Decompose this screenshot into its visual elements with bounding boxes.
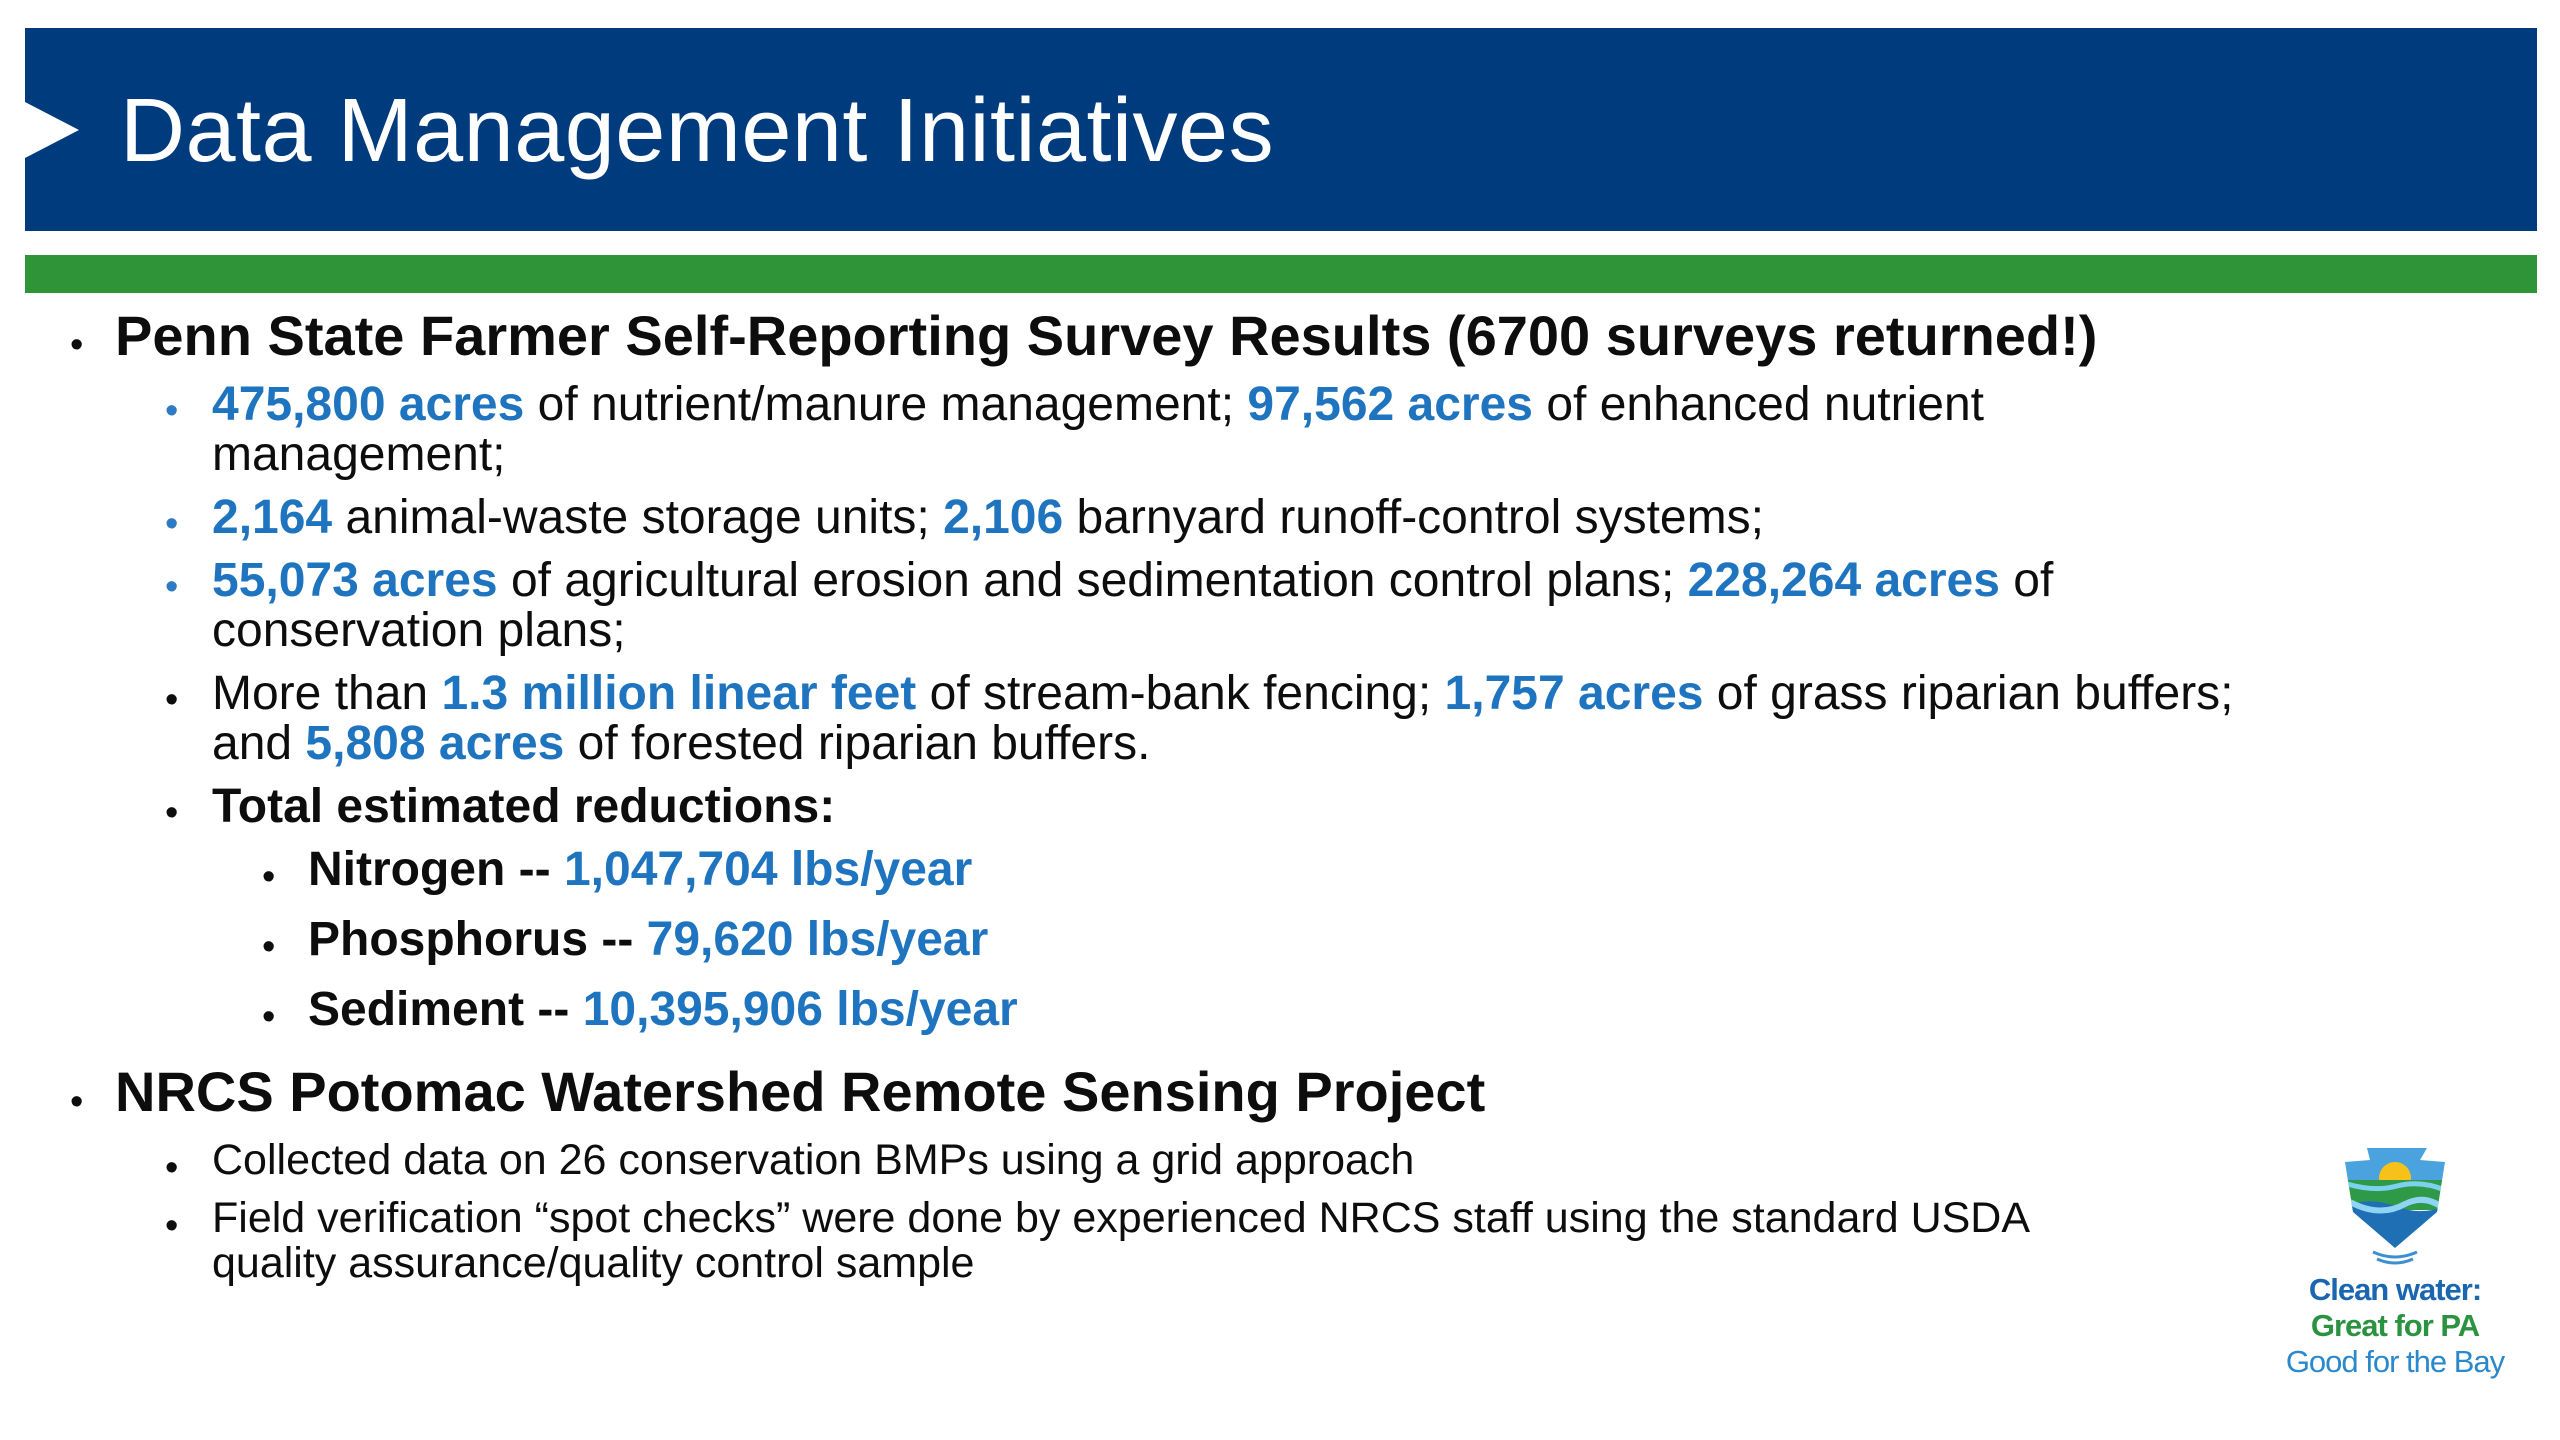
keystone-river-icon: [2255, 1140, 2535, 1270]
bullet: •: [70, 324, 84, 366]
item-text: of stream-bank fencing;: [916, 667, 1445, 720]
highlight-value: 5,808 acres: [305, 717, 565, 770]
highlight-value: 97,562 acres: [1247, 378, 1533, 431]
item-text: of: [1999, 554, 2054, 607]
bullet: •: [262, 996, 276, 1038]
clean-water-logo: [2255, 1140, 2535, 1390]
green-divider: [25, 255, 2537, 293]
reduction-value: 10,395,906 lbs/year: [582, 983, 1018, 1036]
bullet: •: [262, 926, 276, 968]
item-text: of nutrient/manure management;: [524, 378, 1248, 431]
highlight-value: 228,264 acres: [1687, 554, 2000, 607]
item-text: of agricultural erosion and sedimentation control plans;: [497, 554, 1688, 607]
item-text: management;: [212, 428, 506, 481]
list-item: Collected data on 26 conservation BMPs using a grid approach: [212, 1136, 1415, 1184]
bullet: •: [165, 1205, 179, 1247]
list-item: [212, 669, 2512, 769]
list-item: [212, 380, 2512, 480]
logo-line-1: Clean water:: [2308, 1272, 2482, 1307]
item-text: and: [212, 717, 306, 770]
item-text: conservation plans;: [212, 604, 626, 657]
item-text: quality assurance/quality control sample: [212, 1239, 975, 1287]
item-text: Field verification “spot checks” were done by experienced NRCS staff using the standard USDA: [212, 1194, 2031, 1242]
slide-title: Data Management Initiatives: [120, 81, 1275, 181]
bullet: •: [165, 503, 179, 545]
reduction-phosphorus: [308, 913, 1908, 966]
item-text: of forested riparian buffers.: [564, 717, 1151, 770]
list-item: [212, 1196, 2512, 1286]
bullet: •: [165, 792, 179, 834]
bullet: •: [165, 1147, 179, 1189]
highlight-value: 2,106: [943, 491, 1064, 544]
bullet: •: [165, 679, 179, 721]
bullet: •: [70, 1081, 84, 1123]
bullet: •: [165, 390, 179, 432]
reduction-sediment: [308, 983, 1908, 1036]
reduction-label: Nitrogen --: [308, 843, 564, 896]
highlight-value: 2,164: [212, 491, 333, 544]
highlight-value: 1,757 acres: [1444, 667, 1704, 720]
item-text: of enhanced nutrient: [1533, 378, 1985, 431]
chevron-right-icon: [25, 102, 79, 158]
highlight-value: 475,800 acres: [212, 378, 525, 431]
list-item: [212, 556, 2512, 656]
highlight-value: 55,073 acres: [212, 554, 498, 607]
reduction-nitrogen: [308, 843, 1908, 896]
bullet: •: [165, 566, 179, 608]
item-text: animal-waste storage units;: [332, 491, 944, 544]
title-bar: [25, 28, 2537, 231]
reduction-label: Phosphorus --: [308, 913, 647, 966]
logo-line-3: Good for the Bay: [2285, 1344, 2505, 1379]
list-item: [212, 493, 2512, 543]
section-heading-nrcs: NRCS Potomac Watershed Remote Sensing Project: [115, 1060, 1486, 1123]
highlight-value: 1.3 million linear feet: [441, 667, 917, 720]
section-heading-survey: Penn State Farmer Self-Reporting Survey Results (6700 surveys returned!): [115, 304, 2098, 367]
reduction-value: 79,620 lbs/year: [646, 913, 989, 966]
item-text: of grass riparian buffers;: [1703, 667, 2234, 720]
reduction-label: Sediment --: [308, 983, 583, 1036]
item-text: barnyard runoff-control systems;: [1063, 491, 1764, 544]
bullet: •: [262, 856, 276, 898]
reductions-heading: Total estimated reductions:: [212, 780, 836, 833]
item-text: More than: [212, 667, 442, 720]
reduction-value: 1,047,704 lbs/year: [563, 843, 973, 896]
logo-line-2: Great for PA: [2310, 1308, 2480, 1343]
